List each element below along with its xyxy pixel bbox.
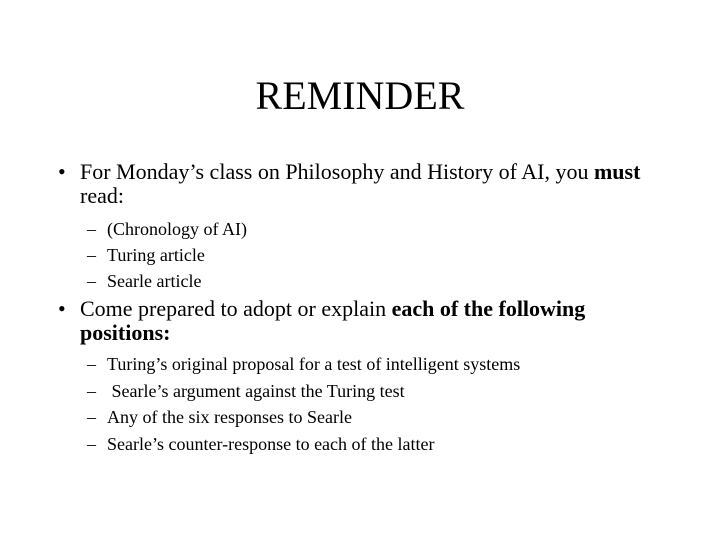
subitem-text: Turing’s original proposal for a test of intelligent systems bbox=[107, 354, 521, 374]
bullet-text-bold: each of the following positions: bbox=[80, 296, 586, 345]
bullet-dot: • bbox=[58, 159, 66, 184]
bullet-dot: • bbox=[58, 296, 66, 321]
subitem-text: Searle’s counter-response to each of the latter bbox=[107, 434, 435, 454]
subitem-searle-argument bbox=[87, 378, 687, 404]
subitem-turing-proposal bbox=[87, 351, 687, 377]
subitem-searle-article bbox=[87, 268, 687, 294]
bullet-text-part: read: bbox=[80, 183, 124, 208]
bullet-come-prepared bbox=[58, 297, 678, 345]
subitem-turing-article bbox=[87, 242, 687, 268]
slide-title-text: REMINDER bbox=[255, 73, 465, 118]
sub-dash: – bbox=[87, 381, 96, 401]
slide-title bbox=[0, 72, 720, 120]
subitem-chronology bbox=[87, 216, 687, 242]
subitem-counter-response bbox=[87, 431, 687, 457]
sub-dash: – bbox=[87, 354, 96, 374]
sub-dash: – bbox=[87, 219, 96, 239]
bullet-text-part: Come prepared to adopt or explain bbox=[80, 296, 392, 321]
sub-dash: – bbox=[87, 245, 96, 265]
bullet-text bbox=[58, 297, 678, 345]
subitem-text: Any of the six responses to Searle bbox=[107, 407, 352, 427]
subitem-text: Searle article bbox=[107, 271, 202, 291]
sub-dash: – bbox=[87, 407, 96, 427]
bullet-reading-reminder bbox=[58, 160, 678, 208]
subitem-six-responses bbox=[87, 404, 687, 430]
bullet-text-part: For Monday’s class on Philosophy and History of AI, you bbox=[80, 159, 594, 184]
subitem-text: (Chronology of AI) bbox=[107, 219, 247, 239]
bullet-text-bold: must bbox=[593, 159, 641, 184]
bullet-text bbox=[58, 160, 678, 208]
subitem-text: Searle’s argument against the Turing test bbox=[107, 381, 405, 401]
sub-dash: – bbox=[87, 434, 96, 454]
subitem-text: Turing article bbox=[107, 245, 205, 265]
sub-dash: – bbox=[87, 271, 96, 291]
